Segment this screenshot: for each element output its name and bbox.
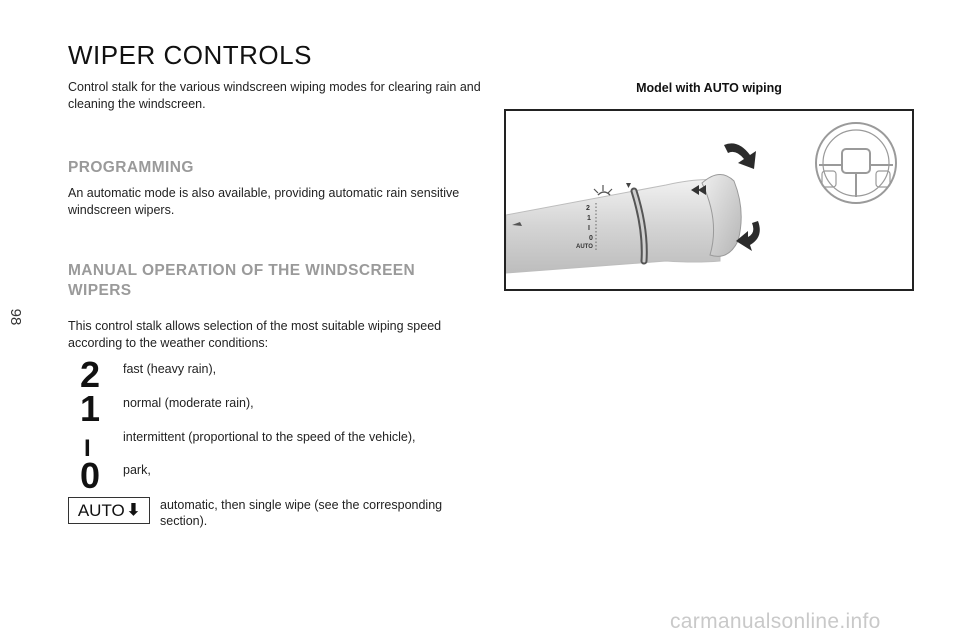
down-arrow-icon: ⬇ [126, 501, 141, 519]
page-number: 98 [7, 308, 24, 326]
stalk-mark-0: 0 [589, 235, 593, 242]
speed-park-row [68, 455, 488, 496]
speed-normal-label: normal (moderate rain), [123, 396, 254, 410]
page-title: WIPER CONTROLS [68, 40, 312, 70]
speed-intermittent-glyph: I [84, 435, 91, 462]
speed-intermittent-row [68, 429, 488, 463]
manual-heading: MANUAL OPERATION OF THE WINDSCREEN WIPERS [68, 262, 416, 299]
speed-fast-glyph: 2 [80, 354, 101, 395]
steering-wheel-icon [816, 123, 896, 203]
stalk-mark-auto: AUTO [576, 244, 593, 250]
stalk-mark-2: 2 [586, 205, 590, 212]
auto-symbol [68, 497, 150, 524]
programming-heading: PROGRAMMING [68, 159, 194, 176]
speed-fast-row [68, 354, 488, 395]
speed-park-glyph: 0 [80, 455, 101, 496]
speed-normal-row [68, 388, 488, 429]
speed-fast-label: fast (heavy rain), [123, 362, 217, 376]
speed-park-label: park, [123, 463, 151, 477]
watermark: carmanualsonline.info [670, 610, 881, 633]
figure-caption: Model with AUTO wiping [636, 81, 782, 95]
auto-label: automatic, then single wipe (see the corresponding section). [160, 498, 443, 528]
stalk-mark-intermittent: I [588, 225, 590, 232]
programming-text: An automatic mode is also available, providing automatic rain sensitive windscreen wipers. [68, 186, 460, 217]
intro-text: Control stalk for the various windscreen wiping modes for clearing rain and cleaning the windscreen. [68, 80, 481, 111]
speed-normal-glyph: 1 [80, 388, 101, 429]
rotate-up-arrow-icon [724, 143, 756, 169]
speed-intermittent-label: intermittent (proportional to the speed of the vehicle), [123, 430, 416, 444]
stalk-mark-1: 1 [587, 215, 591, 222]
manual-text: This control stalk allows selection of the most suitable wiping speed according to the weather conditions: [68, 319, 442, 350]
auto-symbol-text: AUTO [77, 500, 125, 520]
wiper-stalk-figure [504, 109, 914, 291]
